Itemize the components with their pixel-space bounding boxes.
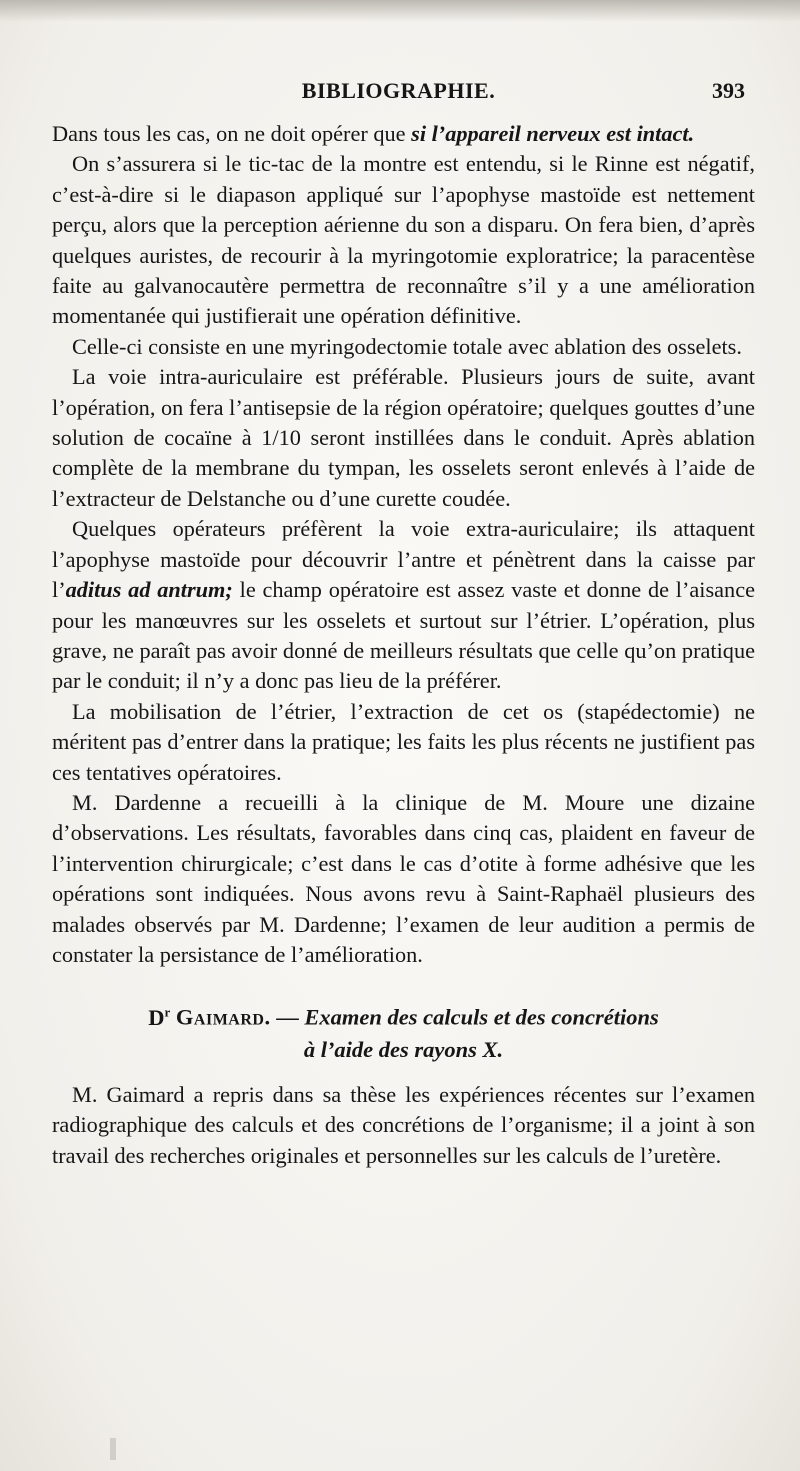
paragraph-5 — [52, 514, 755, 696]
paragraph-1 — [52, 119, 755, 149]
paragraph-2: On s’assurera si le tic-tac de la montre est entendu, si le Rinne est négatif, c’est-à-dire si le diapason appliqué sur l’apophyse mastoïde est nettement perçu, alors que la perception aérienne du son a disparu. On fera bien, d’après quelques auristes, de recourir à la myringotomie exploratrice; la paracentèse faite au galvanocautère permettra de reconnaître s’il y a une amélioration momentanée qui justifierait une opération définitive. — [52, 151, 755, 329]
running-title: BIBLIOGRAPHIE. — [301, 78, 496, 103]
paragraph-4: La voie intra-auriculaire est préférable. Plusieurs jours de suite, avant l’opération, on fera l’antisepsie de la région opératoire; quelques gouttes d’une solution de cocaïne à 1/10 seront instillées dans le conduit. Après ablation complète de la membrane du tympan, les osselets seront enlevés à l’aide de l’extracteur de Delstanche ou d’une curette coudée. — [52, 364, 755, 511]
paragraph-7: M. Dardenne a recueilli à la clinique de M. Moure une dizaine d’observations. Les résultats, favorables dans cinq cas, plaident en faveur de l’intervention chirurgicale; c’est dans le cas d’otite à forme adhésive que les opérations sont indiquées. Nous avons revu à Saint-Raphaël plusieurs des malades observés par M. Dardenne; l’examen de leur audition a permis de constater la persistance de l’amélioration. — [52, 789, 755, 967]
section-title-line-1: Examen des calculs et des concrétions — [304, 1004, 659, 1030]
paragraph-6: La mobilisation de l’étrier, l’extraction de cet os (stapédectomie) ne méritent pas d’entrer dans la pratique; les faits les plus récents ne justifient pas ces tentatives opératoires. — [52, 698, 755, 785]
section-heading — [52, 996, 755, 1066]
section-title-line-2: à l’aide des rayons X. — [303, 1036, 504, 1062]
paragraph-5-italic: aditus ad antrum; — [65, 577, 233, 603]
page-body — [52, 119, 755, 1171]
paragraph-5-text-start: Quelques opérateurs préfèrent la voie extra-auriculaire; ils attaquent l’apophyse mastoïde pour découvrir l’antre et pénètrent dans la caisse par l’ — [52, 516, 755, 603]
paragraph-1-italic: si l’appareil nerveux est intact. — [411, 121, 695, 146]
page-number: 393 — [712, 78, 745, 103]
author-name: Gaimard. — [175, 1004, 271, 1030]
scan-mark — [110, 1438, 116, 1460]
section-paragraph: M. Gaimard a repris dans sa thèse les expériences récentes sur l’examen radiographique des calculs et des concrétions de l’organisme; il a joint à son travail des recherches originales et personnelles sur les calculs de l’uretère. — [52, 1081, 755, 1168]
author-title: $D^r$ — [148, 1004, 171, 1030]
paragraph-5-text-end: le champ opératoire est assez vaste et donne de l’aisance pour les manœuvres sur les osselets et surtout sur l’étrier. L’opération, plus grave, ne paraît pas avoir donné de meilleurs résultats que celle qu’on pratique par le conduit; il n’y a donc pas lieu de la préférer. — [52, 577, 755, 694]
paragraph-1-text: Dans tous les cas, on ne doit opérer que — [52, 121, 412, 146]
page-header — [52, 78, 745, 108]
heading-dash: — — [270, 1004, 305, 1030]
paragraph-3: Celle-ci consiste en une myringodectomie totale avec ablation des osselets. — [72, 333, 742, 359]
scan-edge-shadow — [0, 0, 800, 22]
